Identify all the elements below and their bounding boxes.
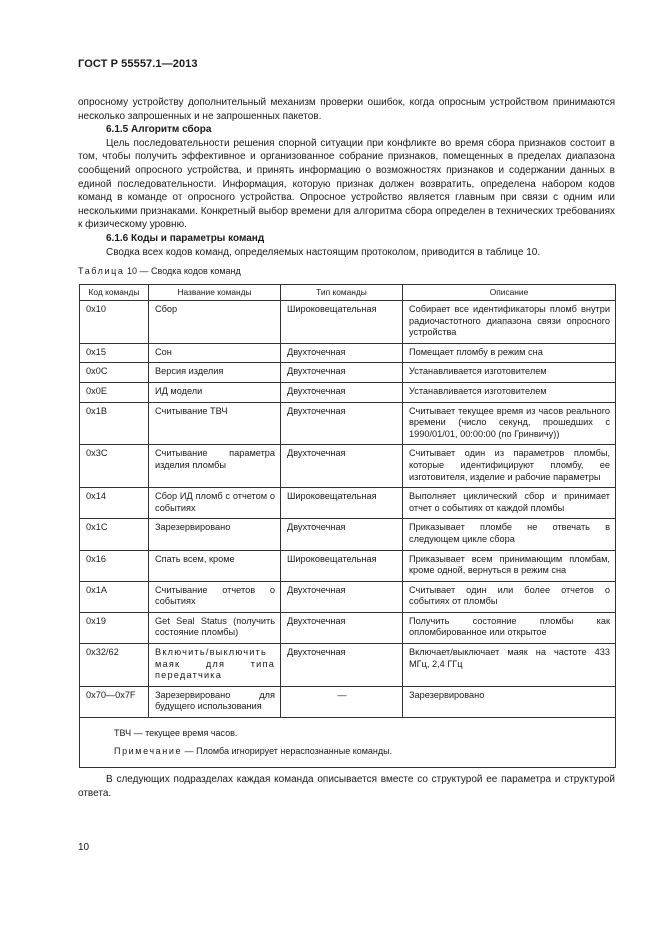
cell-name: Считывание отчетов о событиях bbox=[149, 581, 281, 612]
note-tvch: ТВЧ — текущее время часов. bbox=[114, 728, 238, 739]
cell-code: 0x10 bbox=[80, 301, 149, 344]
cell-code: 0x14 bbox=[80, 488, 149, 519]
cell-name: Зарезервировано для будущего использования bbox=[149, 686, 281, 717]
cell-name: Считывание параметра изделия пломбы bbox=[149, 445, 281, 488]
page-number: 10 bbox=[78, 842, 90, 853]
cell-type: Двухточечная bbox=[281, 343, 403, 363]
cell-description: Считывает один или более отчетов о событиях от пломбы bbox=[403, 581, 616, 612]
table-notes-row bbox=[80, 718, 616, 768]
table-row bbox=[80, 382, 616, 402]
table-row bbox=[80, 612, 616, 643]
closing-paragraph: В следующих подразделах каждая команда описывается вместе со структурой ее параметра и структурой ответа. bbox=[78, 774, 615, 799]
cell-name: Сбор ИД пломб с отчетом о событиях bbox=[149, 488, 281, 519]
section-615-title: 6.1.5 Алгоритм сбора bbox=[106, 124, 212, 136]
cell-code: 0x1B bbox=[80, 402, 149, 445]
command-codes-table bbox=[79, 284, 616, 768]
cell-type: Широковещательная bbox=[281, 488, 403, 519]
cell-type: Широковещательная bbox=[281, 550, 403, 581]
table-row bbox=[80, 301, 616, 344]
cell-code: 0x19 bbox=[80, 612, 149, 643]
table-caption-text: 10 — Сводка кодов команд bbox=[124, 266, 241, 276]
cell-type: Двухточечная bbox=[281, 612, 403, 643]
note-label: Примечание bbox=[114, 746, 183, 757]
cell-description: Получить состояние пломбы как опломбированное или открытое bbox=[403, 612, 616, 643]
cell-type: Двухточечная bbox=[281, 363, 403, 383]
cell-type: Двухточечная bbox=[281, 445, 403, 488]
cell-code: 0x3C bbox=[80, 445, 149, 488]
table-row bbox=[80, 581, 616, 612]
cell-type: Широковещательная bbox=[281, 301, 403, 344]
table-row bbox=[80, 550, 616, 581]
table-notes bbox=[80, 718, 616, 768]
cell-description: Выполняет циклический сбор и принимает отчет о событиях от каждой пломбы bbox=[403, 488, 616, 519]
cell-description: Зарезервировано bbox=[403, 686, 616, 717]
cell-description: Устанавливается изготовителем bbox=[403, 382, 616, 402]
cell-name: Спать всем, кроме bbox=[149, 550, 281, 581]
document-header: ГОСТ Р 55557.1—2013 bbox=[78, 58, 198, 70]
table-header-row bbox=[80, 285, 616, 301]
cell-name: Включить/выключить маяк для типа передатчика bbox=[149, 644, 281, 687]
table-row bbox=[80, 519, 616, 550]
cell-code: 0x70—0x7F bbox=[80, 686, 149, 717]
cell-name: ИД модели bbox=[149, 382, 281, 402]
header-description: Описание bbox=[403, 285, 616, 301]
cell-name: Версия изделия bbox=[149, 363, 281, 383]
closing-text bbox=[78, 773, 615, 800]
header-name: Название команды bbox=[149, 285, 281, 301]
table-row bbox=[80, 644, 616, 687]
section-616-title: 6.1.6 Коды и параметры команд bbox=[106, 232, 265, 244]
cell-type: Двухточечная bbox=[281, 402, 403, 445]
header-code: Код команды bbox=[80, 285, 149, 301]
header-type: Тип команды bbox=[281, 285, 403, 301]
cell-name: Get Seal Status (получить состояние пломбы) bbox=[149, 612, 281, 643]
table-caption-label: Таблица bbox=[78, 266, 125, 276]
table-row bbox=[80, 402, 616, 445]
cell-code: 0x16 bbox=[80, 550, 149, 581]
table-row bbox=[80, 343, 616, 363]
cell-type: Двухточечная bbox=[281, 644, 403, 687]
cell-description: Приказывает всем принимающим пломбам, кроме одной, вернуться в режим сна bbox=[403, 550, 616, 581]
cell-description: Включает/выключает маяк на частоте 433 МГц, 2,4 ГГц bbox=[403, 644, 616, 687]
table-row bbox=[80, 445, 616, 488]
cell-name: Сбор bbox=[149, 301, 281, 344]
cell-name: Считывание ТВЧ bbox=[149, 402, 281, 445]
main-text bbox=[78, 96, 615, 259]
cell-type: — bbox=[281, 686, 403, 717]
cell-name: Зарезервировано bbox=[149, 519, 281, 550]
cell-description: Устанавливается изготовителем bbox=[403, 363, 616, 383]
cell-code: 0x1A bbox=[80, 581, 149, 612]
cell-type: Двухточечная bbox=[281, 382, 403, 402]
section-616-paragraph: Сводка всех кодов команд, определяемых настоящим протоколом, приводится в таблице 10. bbox=[106, 246, 541, 258]
table-row bbox=[80, 488, 616, 519]
cell-code: 0x0E bbox=[80, 382, 149, 402]
section-615-paragraph: Цель последовательности решения спорной ситуации при конфликте во время сбора признаков состоит в том, чтобы получить эффективное и организованное собрание признаков, помещенных в пределах диапазона сообщений опросного устройства, и принять информацию о возможностях признаков и содержании данных в единой последовательности. Информация, которую признак должен возвратить, определена набором кодов команд в команде от опросного устройства. Опросное устройство является главным при связи с одним или несколькими признаками. Конкретный выбор времени для алгоритма сбора определен в технических требованиях к физическому уровню. bbox=[78, 137, 615, 231]
table-caption bbox=[78, 266, 241, 276]
note-general bbox=[114, 742, 609, 760]
cell-description: Считывает один из параметров пломбы, которые идентифицируют пломбу, ее изготовителя, изделие и рабочие параметры bbox=[403, 445, 616, 488]
cell-code: 0x15 bbox=[80, 343, 149, 363]
intro-paragraph: опросному устройству дополнительный механизм проверки ошибок, когда опросным устройством принимаются несколько запрошенных и не запрошенных пакетов. bbox=[78, 97, 615, 122]
cell-code: 0x0C bbox=[80, 363, 149, 383]
cell-name: Сон bbox=[149, 343, 281, 363]
cell-description: Собирает все идентификаторы пломб внутри радиочастотного диапазона связи опросного устройства bbox=[403, 301, 616, 344]
note-text: — Пломба игнорирует нераспознанные команды. bbox=[182, 746, 393, 757]
cell-type: Двухточечная bbox=[281, 519, 403, 550]
cell-code: 0x1C bbox=[80, 519, 149, 550]
cell-code: 0x32/62 bbox=[80, 644, 149, 687]
cell-description: Считывает текущее время из часов реального времени (число секунд, прошедших с 1990/01/01, 00:00:00 (по Гринвичу)) bbox=[403, 402, 616, 445]
table-row bbox=[80, 686, 616, 717]
cell-description: Помещает пломбу в режим сна bbox=[403, 343, 616, 363]
cell-type: Двухточечная bbox=[281, 581, 403, 612]
table-row bbox=[80, 363, 616, 383]
cell-description: Приказывает пломбе не отвечать в следующем цикле сбора bbox=[403, 519, 616, 550]
